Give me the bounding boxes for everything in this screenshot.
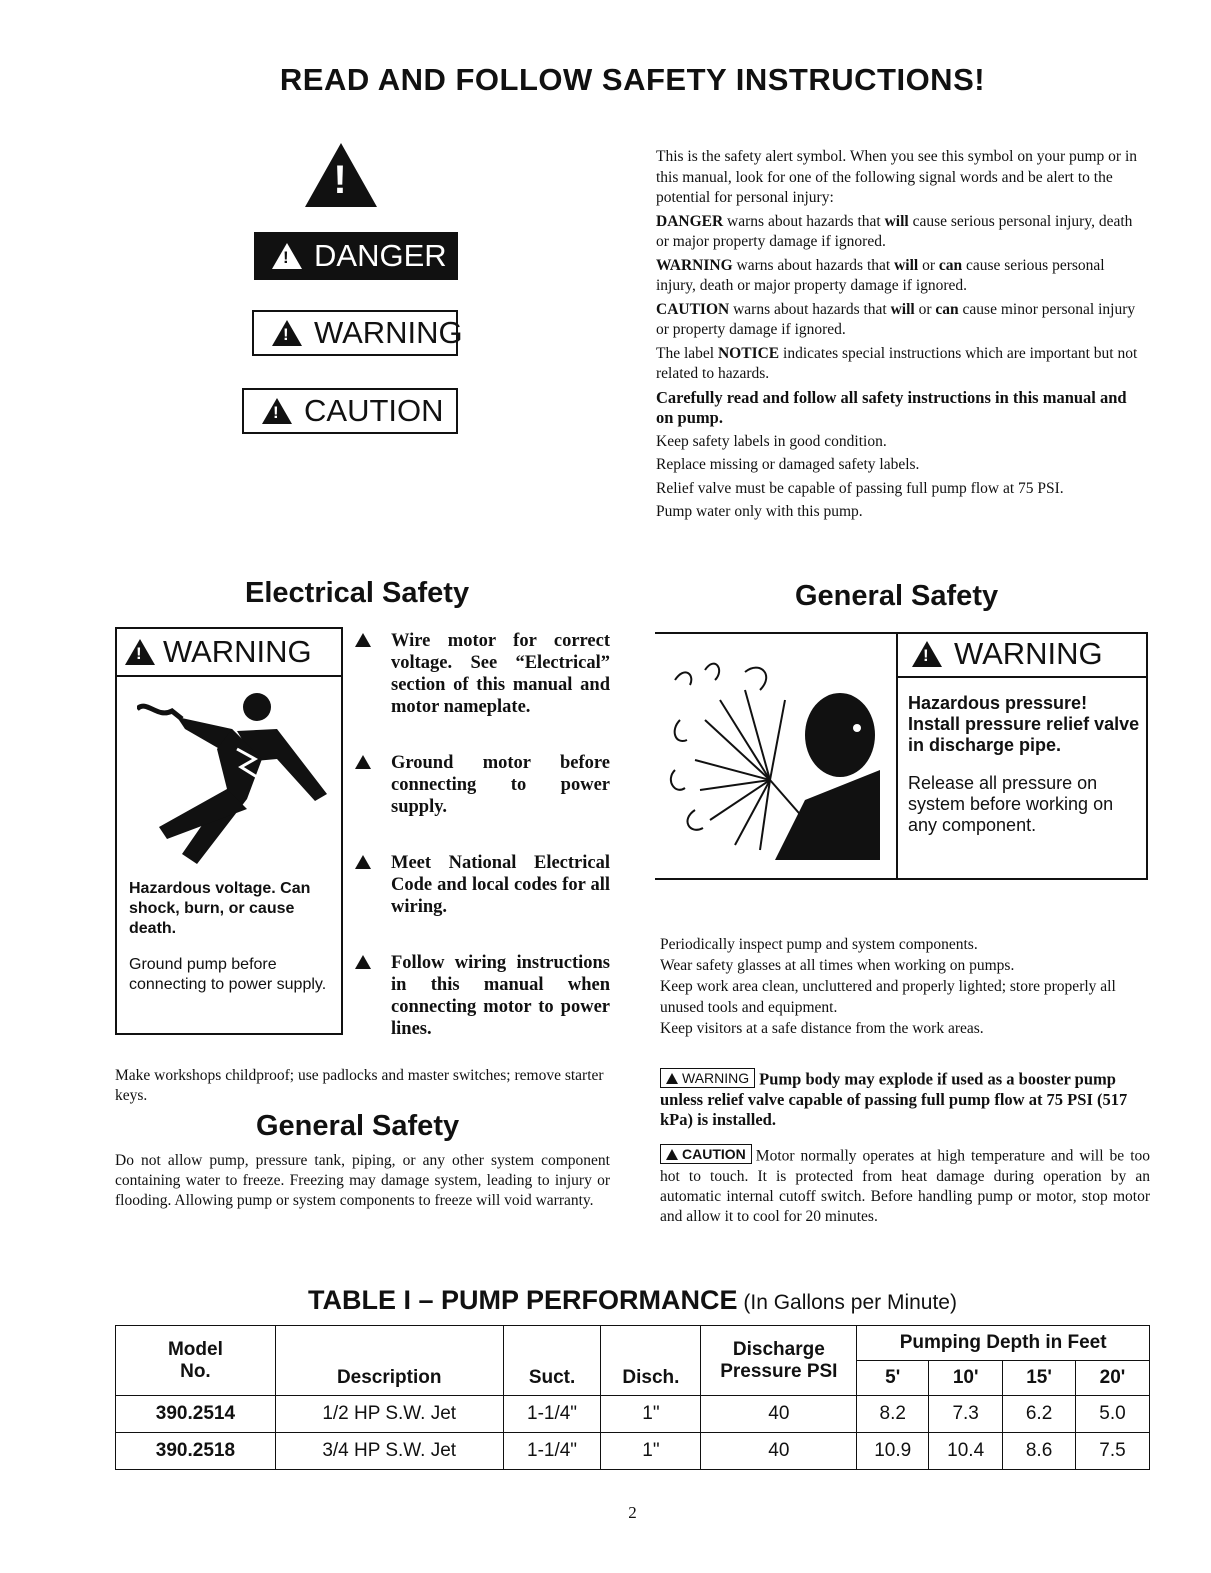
pump-water-note: Pump water only with this pump.: [656, 503, 863, 520]
electrical-warning-header: [117, 629, 341, 677]
warning-word: WARNING: [314, 315, 463, 350]
cell-suct: 1-1/4": [503, 1433, 601, 1470]
cell-psi: 40: [701, 1396, 857, 1433]
electrical-safety-heading: Electrical Safety: [245, 577, 470, 609]
alert-triangle-icon: [262, 398, 292, 424]
bullet-wiring-instructions: Follow wiring instructions in this manual when connecting motor to power lines.: [355, 952, 610, 1040]
alert-triangle-icon: [355, 855, 371, 869]
pressure-warning-title: WARNING: [954, 636, 1103, 671]
cell-depth-10: 7.3: [929, 1396, 1003, 1433]
cell-psi: 40: [701, 1433, 857, 1470]
page-title: READ AND FOLLOW SAFETY INSTRUCTIONS!: [279, 62, 986, 97]
bullet-wire-motor: Wire motor for correct voltage. See “Electrical” section of this manual and motor nameplate.: [355, 630, 610, 718]
electrical-warning-box: [115, 627, 343, 1035]
pump-performance-table: [115, 1325, 1150, 1470]
warning-definition: WARNING warns about hazards that will or can cause serious personal injury, death or major property damage if ignored.: [656, 256, 1105, 294]
cell-depth-15: 8.6: [1003, 1433, 1076, 1470]
cell-model: 390.2514: [116, 1396, 276, 1433]
header-model: Model No.: [116, 1326, 276, 1396]
cell-suct: 1-1/4": [503, 1396, 601, 1433]
pressure-warning-header: [898, 632, 1148, 678]
table-row: [116, 1433, 1150, 1470]
exclamation-icon: !: [333, 158, 347, 202]
danger-definition: DANGER warns about hazards that will cause serious personal injury, death or major property damage if ignored.: [656, 212, 1133, 250]
caution-definition: CAUTION warns about hazards that will or can cause minor personal injury or property damage if ignored.: [656, 300, 1136, 338]
electrical-warning-title: WARNING: [163, 634, 312, 669]
danger-label: [254, 232, 458, 280]
warning-label: [252, 310, 463, 356]
general-safety-list: [660, 934, 1150, 1039]
alert-triangle-icon: [666, 1073, 678, 1084]
list-item: Keep visitors at a safe distance from the work areas.: [660, 1020, 984, 1037]
alert-triangle-icon: [355, 955, 371, 969]
motor-caution: CAUTION Motor normally operates at high temperature and will be too hot to touch. It is protected from heat damage during operation by an automatic internal cutoff switch. Before handling pump or motor, stop motor and allow it to cool for 20 minutes.: [660, 1146, 1150, 1225]
cell-disch: 1": [601, 1433, 701, 1470]
header-depth-20: 20': [1076, 1361, 1150, 1396]
relief-valve-note: Relief valve must be capable of passing full pump flow at 75 PSI.: [656, 479, 1064, 497]
list-item: Keep work area clean, uncluttered and properly lighted; store properly all unused tools and equipment.: [660, 978, 1116, 1016]
list-item: Periodically inspect pump and system components.: [660, 936, 978, 953]
danger-word: DANGER: [314, 238, 447, 273]
alert-triangle-icon: [272, 320, 302, 346]
header-depth-5: 5': [857, 1361, 929, 1396]
cell-disch: 1": [601, 1396, 701, 1433]
electric-shock-icon: [137, 689, 327, 874]
booster-warning: WARNING Pump body may explode if used as a booster pump unless relief valve capable of passing full pump flow at 75 PSI (517 kPa) is installed.: [660, 1069, 1128, 1129]
caution-label: [242, 388, 458, 434]
workshop-note: Make workshops childproof; use padlocks and master switches; remove starter keys.: [115, 1067, 604, 1104]
replace-labels: Replace missing or damaged safety labels.: [656, 456, 920, 473]
table-row: [116, 1396, 1150, 1433]
header-depth-10: 10': [929, 1361, 1003, 1396]
cell-depth-5: 10.9: [857, 1433, 929, 1470]
release-pressure-text: Release all pressure on system before working on any component.: [908, 773, 1114, 835]
table-header-row: [116, 1326, 1150, 1361]
bullet-ground-motor: Ground motor before connecting to power supply.: [355, 752, 610, 818]
alert-triangle-icon: [125, 639, 155, 665]
cell-depth-20: 7.5: [1076, 1433, 1150, 1470]
header-pumping-depth: Pumping Depth in Feet: [857, 1326, 1150, 1361]
cell-depth-10: 10.4: [929, 1433, 1003, 1470]
caution-word: CAUTION: [304, 393, 444, 428]
bullet-electrical-code: Meet National Electrical Code and local codes for all wiring.: [355, 852, 610, 918]
signal-word-explanations: [656, 147, 1148, 526]
carefully-read: Carefully read and follow all safety instructions in this manual and on pump.: [656, 387, 1127, 427]
cell-description: 3/4 HP S.W. Jet: [275, 1433, 503, 1470]
page-number: 2: [628, 1503, 637, 1522]
header-pressure: Discharge Pressure PSI: [701, 1326, 857, 1396]
warning-badge: WARNING: [660, 1068, 755, 1088]
general-safety-heading-left: General Safety: [256, 1110, 460, 1142]
general-safety-heading-right: General Safety: [795, 580, 999, 612]
alert-triangle-icon: [355, 755, 371, 769]
intro-paragraph: This is the safety alert symbol. When you see this symbol on your pump or in this manual, look for one of the following signal words and be alert to the potential for personal injury:: [656, 148, 1138, 206]
keep-labels: Keep safety labels in good condition.: [656, 432, 887, 450]
cell-model: 390.2518: [116, 1433, 276, 1470]
hazardous-voltage-text: Hazardous voltage. Can shock, burn, or cause death.: [129, 880, 311, 937]
cell-depth-15: 6.2: [1003, 1396, 1076, 1433]
header-description: Description: [275, 1326, 503, 1396]
freeze-warning-text: Do not allow pump, pressure tank, piping, or any other system component containing water to freeze. Freezing may damage system, leading to injury or flooding. Allowing pump or system components to freeze will void warranty.: [115, 1152, 610, 1209]
cell-depth-5: 8.2: [857, 1396, 929, 1433]
hazardous-pressure-text: Hazardous pressure! Install pressure relief valve in discharge pipe.: [908, 693, 1140, 755]
alert-triangle-icon: [912, 641, 942, 667]
explosion-hazard-icon: [665, 660, 890, 865]
alert-triangle-icon: [666, 1149, 678, 1160]
alert-triangle-icon: [272, 243, 302, 269]
cell-description: 1/2 HP S.W. Jet: [275, 1396, 503, 1433]
header-disch: Disch.: [601, 1326, 701, 1396]
list-item: Wear safety glasses at all times when working on pumps.: [660, 957, 1015, 974]
notice-definition: The label NOTICE indicates special instructions which are important but not related to hazards.: [656, 344, 1138, 382]
table-title: TABLE I – PUMP PERFORMANCE (In Gallons per Minute): [308, 1285, 957, 1315]
header-suct: Suct.: [503, 1326, 601, 1396]
header-depth-15: 15': [1003, 1361, 1076, 1396]
caution-badge: CAUTION: [660, 1144, 752, 1164]
ground-pump-text: Ground pump before connecting to power supply.: [129, 956, 327, 993]
alert-triangle-icon: [355, 633, 371, 647]
cell-depth-20: 5.0: [1076, 1396, 1150, 1433]
